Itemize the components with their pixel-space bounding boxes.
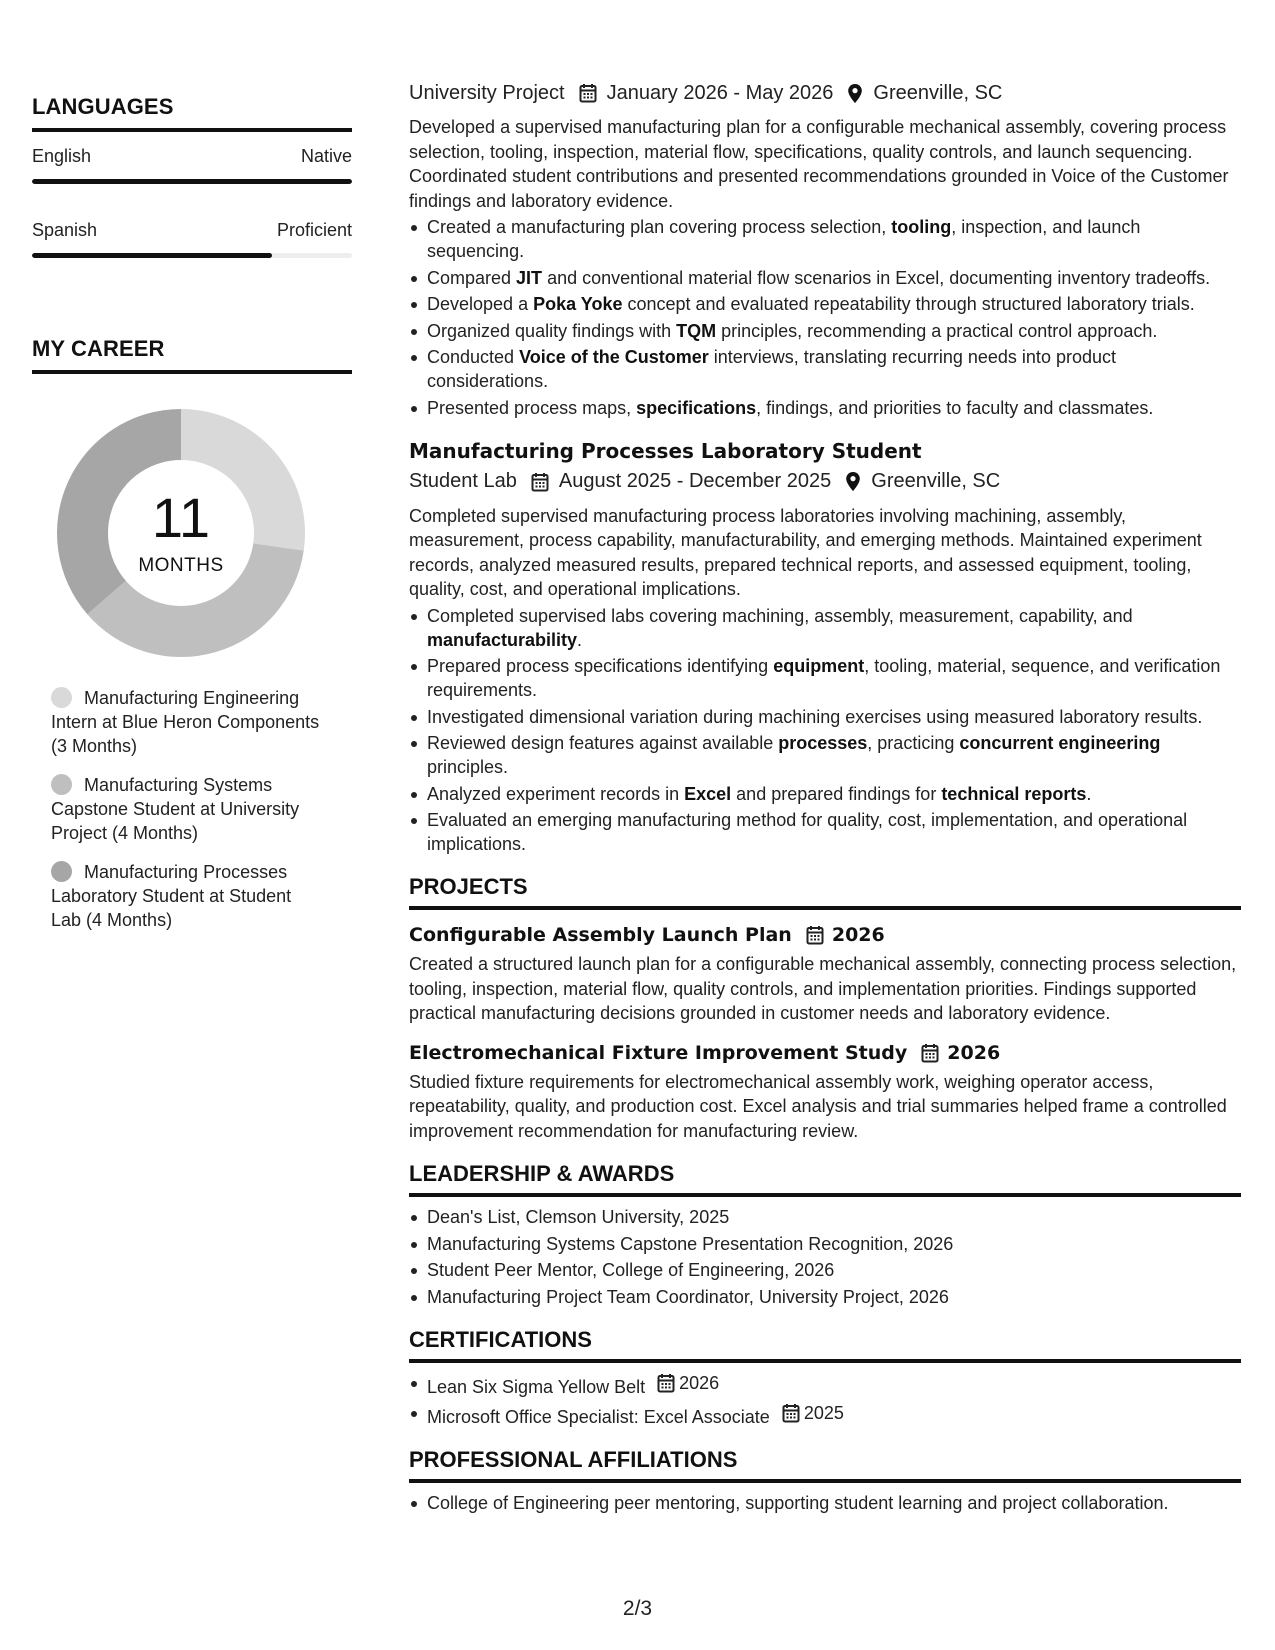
project-name: Configurable Assembly Launch Plan [409, 924, 792, 946]
calendar-icon [806, 925, 824, 945]
affiliations-heading: PROFESSIONAL AFFILIATIONS [409, 1447, 1241, 1483]
certification-item [409, 1401, 1241, 1429]
bullet-keyword: Voice of the Customer [519, 347, 709, 367]
bullet-item [409, 215, 1241, 263]
bullet-text: Organized quality findings with [427, 320, 677, 341]
calendar-icon [921, 1043, 939, 1063]
bullet-keyword: Excel [684, 783, 732, 804]
career-legend [51, 686, 321, 932]
language-proficiency-fill [32, 179, 352, 184]
job-dates: January 2026 - May 2026 [606, 81, 834, 104]
certification-name: Lean Six Sigma Yellow Belt [427, 1376, 646, 1397]
left-column [32, 94, 352, 947]
bullet-text: Completed supervised labs covering machining, assembly, measurement, capability, and [427, 605, 1133, 626]
bullet-text: , findings, and priorities to faculty and classmates. [756, 397, 1154, 418]
bullet-item [409, 808, 1241, 856]
job-location: Greenville, SC [871, 470, 1001, 492]
bullet-text: Evaluated an emerging manufacturing method for quality, cost, implementation, and operational implications. [427, 810, 1188, 854]
bullet-text: Created a manufacturing plan covering process selection, [427, 217, 892, 237]
award-item: Manufacturing Project Team Coordinator, University Project, 2026 [409, 1285, 1241, 1309]
location-pin-icon [847, 83, 863, 104]
bullet-item [409, 782, 1241, 806]
bullet-keyword: JIT [516, 267, 543, 288]
project-year: 2026 [831, 924, 885, 946]
bullet-text: concept and evaluated repeatability through structured laboratory trials. [622, 294, 1195, 314]
job-meta [409, 468, 1241, 496]
bullet-keyword: TQM [676, 320, 717, 341]
project-description: Studied fixture requirements for electromechanical assembly work, weighing operator access, repeatability, quality, and production cost. Excel analysis and trial summaries helped frame a controlled improvement recommendation for manufacturing review. [409, 1071, 1227, 1141]
bullet-text: Presented process maps, [427, 397, 637, 418]
job-bullets [409, 604, 1241, 857]
language-proficiency-bar [32, 179, 352, 184]
bullet-item [409, 654, 1241, 702]
bullet-keyword: processes [778, 733, 868, 753]
job-company: Student Lab [409, 470, 517, 492]
certifications-heading: CERTIFICATIONS [409, 1327, 1241, 1363]
bullet-text: , tooling, material, sequence, and verification requirements. [427, 656, 1221, 700]
language-item [32, 220, 352, 258]
location-pin-icon [845, 471, 861, 492]
bullet-keyword: Poka Yoke [533, 294, 623, 314]
career-legend-label: Manufacturing Processes Laboratory Student at Student Lab (4 Months) [51, 862, 292, 930]
bullet-text: and conventional material flow scenarios in Excel, documenting inventory tradeoffs. [542, 267, 1211, 288]
project-name: Electromechanical Fixture Improvement Study [409, 1041, 908, 1064]
language-row [32, 220, 352, 241]
bullet-text: Compared [427, 267, 517, 288]
bullet-text: Reviewed design features against available [427, 733, 779, 753]
bullet-item [409, 266, 1241, 290]
calendar-icon [782, 1403, 800, 1423]
certification-date [782, 1401, 844, 1425]
language-list [32, 146, 352, 258]
job-bullets [409, 215, 1241, 420]
certification-item [409, 1371, 1241, 1399]
award-item: Manufacturing Systems Capstone Presentation Recognition, 2026 [409, 1232, 1241, 1256]
legend-dot-icon [51, 687, 72, 708]
job-summary: Completed supervised manufacturing process laboratories involving machining, assembly, measurement, process capability, manufacturability, and emerging methods. Maintained experiment records, analyzed measured results, prepared technical reports, and assessed equipment, tooling, quality, cost, and operational implications. [409, 505, 1202, 599]
career-total-number: 11 [151, 486, 211, 549]
bullet-text: and prepared findings for [731, 783, 942, 804]
bullet-text: Investigated dimensional variation during machining exercises using measured laboratory results. [427, 706, 1203, 727]
language-row [32, 146, 352, 167]
bullet-keyword: tooling [891, 217, 952, 237]
job-summary: Developed a supervised manufacturing plan for a configurable mechanical assembly, covering process selection, tooling, inspection, material flow, specifications, quality controls, and launch sequencing. Coordinated student contributions and presented recommendations grounded in Voice of the Customer findings and laboratory evidence. [409, 117, 1229, 211]
job-dates: August 2025 - December 2025 [558, 470, 832, 492]
bullet-keyword: concurrent engineering [959, 733, 1161, 753]
bullet-text: Developed a [427, 294, 534, 314]
calendar-icon [657, 1373, 675, 1393]
certification-year: 2026 [679, 1372, 720, 1393]
certification-name: Microsoft Office Specialist: Excel Associate [427, 1407, 770, 1427]
page-number: 2/3 [622, 1597, 653, 1620]
experience-section [409, 79, 1241, 856]
leadership-list [409, 1205, 1241, 1309]
bullet-item [409, 292, 1241, 316]
project-description: Created a structured launch plan for a configurable mechanical assembly, connecting process selection, tooling, inspection, material flow, quality controls, and implementation priorities. Findings supported practical manufacturing decisions grounded in customer needs and laboratory evidence. [409, 954, 1237, 1023]
bullet-item [409, 319, 1241, 343]
language-name: Spanish [32, 220, 98, 240]
language-level: Proficient [276, 220, 352, 240]
bullet-text: , practicing [867, 733, 960, 753]
bullet-item [409, 731, 1241, 779]
career-total-unit: MONTHS [138, 555, 224, 576]
career-legend-item [51, 686, 321, 758]
bullet-item [409, 396, 1241, 420]
affiliation-item: College of Engineering peer mentoring, supporting student learning and project collaboration. [409, 1491, 1241, 1515]
job-location: Greenville, SC [873, 81, 1003, 104]
certification-year: 2025 [803, 1403, 844, 1423]
career-donut-chart [56, 408, 306, 658]
bullet-text: . [1086, 783, 1092, 804]
bullet-text: principles, recommending a practical control approach. [716, 320, 1158, 341]
project-heading [409, 922, 1241, 948]
certifications-list [409, 1371, 1241, 1430]
job-meta [409, 79, 1241, 107]
award-item: Dean's List, Clemson University, 2025 [409, 1205, 1241, 1229]
languages-heading: LANGUAGES [32, 94, 352, 132]
bullet-text: . [577, 629, 583, 650]
bullet-text: Prepared process specifications identifying [427, 656, 774, 676]
bullet-text: principles. [427, 757, 509, 777]
language-level: Native [300, 146, 352, 166]
language-proficiency-fill [32, 253, 272, 258]
bullet-text: Analyzed experiment records in [427, 783, 685, 804]
bullet-item [409, 705, 1241, 729]
award-item: Student Peer Mentor, College of Engineering, 2026 [409, 1258, 1241, 1282]
job-company: University Project [409, 81, 565, 104]
project-year: 2026 [947, 1041, 1001, 1064]
project-heading [409, 1040, 1241, 1066]
bullet-keyword: technical reports [941, 783, 1087, 804]
career-legend-label: Manufacturing Systems Capstone Student at University Project (4 Months) [51, 775, 300, 843]
career-heading: MY CAREER [32, 336, 352, 374]
language-proficiency-bar [32, 253, 352, 258]
bullet-item [409, 345, 1241, 393]
leadership-heading: LEADERSHIP & AWARDS [409, 1161, 1241, 1197]
calendar-icon [579, 83, 597, 103]
bullet-item [409, 604, 1241, 652]
bullet-text: interviews, translating recurring needs into product considerations. [427, 347, 1116, 391]
bullet-keyword: manufacturability [427, 629, 578, 650]
certification-date [657, 1371, 719, 1395]
projects-list [409, 922, 1241, 1143]
language-item [32, 146, 352, 184]
career-legend-label: Manufacturing Engineering Intern at Blue Heron Components (3 Months) [51, 688, 320, 756]
career-legend-item [51, 773, 321, 845]
career-legend-item [51, 860, 321, 932]
language-name: English [32, 146, 92, 166]
bullet-text: , inspection, and launch sequencing. [427, 217, 1141, 261]
calendar-icon [531, 472, 549, 492]
bullet-text: Conducted [427, 347, 520, 367]
affiliations-list [409, 1491, 1241, 1515]
legend-dot-icon [51, 774, 72, 795]
job-title: Manufacturing Processes Laboratory Student [409, 438, 922, 463]
bullet-keyword: equipment [773, 656, 865, 676]
projects-heading: PROJECTS [409, 874, 1241, 910]
legend-dot-icon [51, 861, 72, 882]
bullet-keyword: specifications [636, 397, 757, 418]
right-column [409, 79, 1241, 1518]
